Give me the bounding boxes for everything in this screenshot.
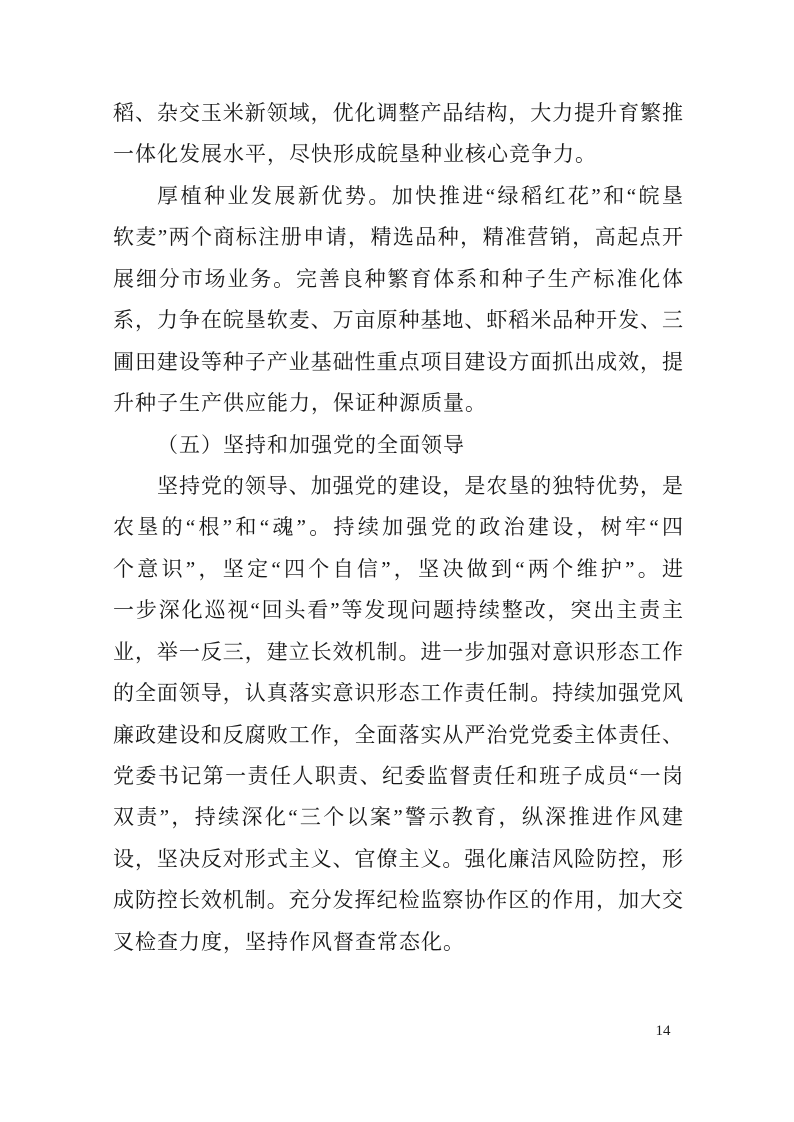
body-text-line: 厚植种业发展新优势。加快推进“绿稻红花”和“皖垦 — [157, 183, 683, 208]
page-body — [113, 93, 683, 963]
body-text-line: 业，举一反三，建立长效机制。进一步加强对意识形态工作 — [113, 639, 683, 664]
body-text-line: 软麦”两个商标注册申请，精选品种，精准营销，高起点开 — [113, 225, 683, 250]
body-text-line: 廉政建设和反腐败工作，全面落实从严治党党委主体责任、 — [113, 722, 683, 747]
body-text-line: 党委书记第一责任人职责、纪委监督责任和班子成员“一岗 — [113, 764, 683, 788]
body-text-line: 展细分市场业务。完善良种繁育体系和种子生产标准化体 — [113, 266, 683, 291]
body-text-line: 圃田建设等种子产业基础性重点项目建设方面抓出成效，提 — [113, 349, 683, 374]
body-text-line: 的全面领导，认真落实意识形态工作责任制。持续加强党风 — [113, 681, 683, 706]
page-number: 14 — [655, 1023, 671, 1039]
body-text-line: 农垦的“根”和“魂”。持续加强党的政治建设，树牢“四 — [113, 515, 683, 540]
body-text-line: 个意识”，坚定“四个自信”，坚决做到“两个维护”。进 — [113, 556, 683, 581]
body-text-line: 坚持党的领导、加强党的建设，是农垦的独特优势，是 — [157, 473, 683, 498]
body-text-line: 稻、杂交玉米新领域，优化调整产品结构，大力提升育繁推 — [113, 101, 683, 125]
section-heading: （五）坚持和加强党的全面领导 — [157, 432, 465, 457]
body-text-line: 设，坚决反对形式主义、官僚主义。强化廉洁风险防控，形 — [113, 846, 683, 871]
body-text-line: 一步深化巡视“回头看”等发现问题持续整改，突出主责主 — [113, 598, 683, 623]
body-text-line: 升种子生产供应能力，保证种源质量。 — [113, 391, 487, 416]
body-text-line: 叉检查力度，坚持作风督查常态化。 — [113, 929, 465, 954]
body-text-line: 系，力争在皖垦软麦、万亩原种基地、虾稻米品种开发、三 — [113, 308, 683, 333]
body-text-line: 一体化发展水平，尽快形成皖垦种业核心竞争力。 — [113, 142, 597, 167]
body-text-line: 成防控长效机制。充分发挥纪检监察协作区的作用，加大交 — [113, 888, 683, 913]
body-text-line: 双责”，持续深化“三个以案”警示教育，纵深推进作风建 — [113, 805, 683, 830]
